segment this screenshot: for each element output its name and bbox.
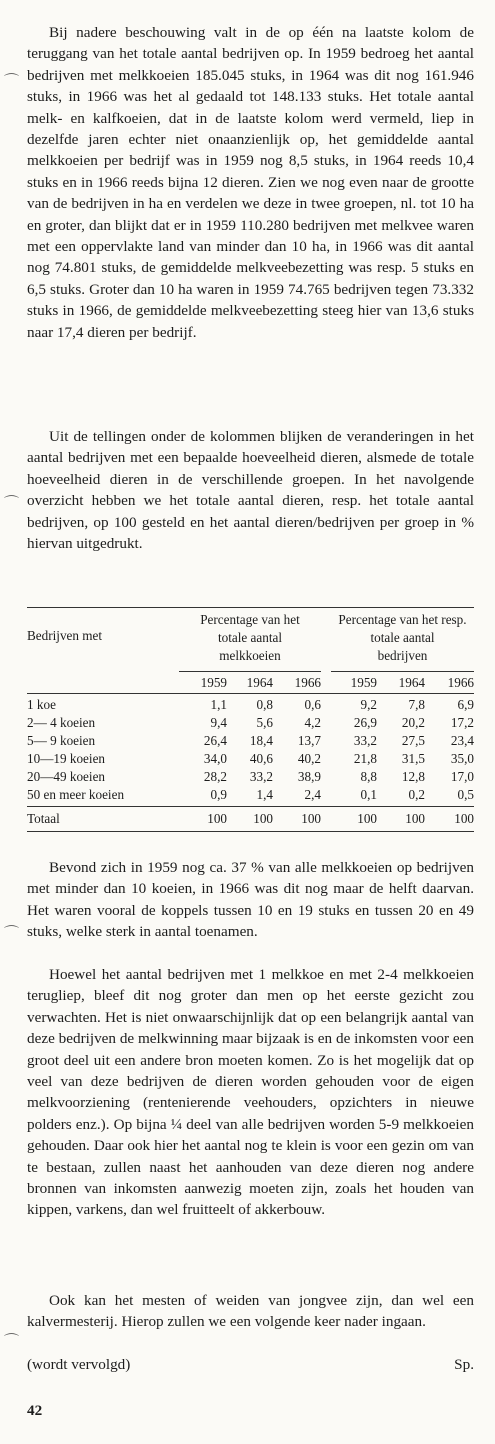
table-cell: 6,9: [457, 697, 474, 712]
group-header-farms: Percentage van het resp. totale aantal bedrijven: [338, 612, 467, 663]
table-cell: 28,2: [203, 769, 227, 784]
row-label: 5— 9 koeien: [27, 733, 96, 748]
table-cell: 9,4: [210, 715, 227, 730]
table-cell: 17,2: [450, 715, 474, 730]
table-top-rule: [27, 607, 474, 608]
table-cell: 31,5: [401, 751, 425, 766]
table-cell: 4,2: [304, 715, 321, 730]
margin-mark: ⌒: [4, 1334, 20, 1350]
row-label: 20—49 koeien: [27, 769, 106, 784]
table-cell: 26,9: [353, 715, 377, 730]
margin-mark: ⌒: [4, 926, 20, 942]
year-header: 1959: [200, 675, 227, 690]
table-cell: 7,8: [408, 697, 425, 712]
table-cell: 8,8: [360, 769, 377, 784]
footer: [27, 1356, 474, 1374]
margin-mark: ⌒: [4, 74, 20, 90]
year-header: 1959: [350, 675, 377, 690]
total-cell: 100: [357, 811, 377, 826]
paragraph-4: Hoewel het aantal bedrijven met 1 melkkoe en met 2-4 melkkoeien terugliep, bleef dit nog groter dan men op het eerste gezicht zou verwachten. Het is niet onwaarschijnlijk dat op een belangrijk aantal van deze bedrijven de melkwinning maar bijzaak is en de inkomsten voor een groot deel uit een andere bron moeten komen. Zo is het mogelijk dat op veel van deze bedrijven de dieren worden gehouden voor de eigen melkvoorziening (rentenierende veehouders, opzichters in nieuwe polders enz.). Op bijna ¼ deel van alle bedrijven worden 5-9 melkkoeien gehouden. Daar ook hier het aantal nog te klein is voor een gezin om van te bestaan, zullen naast het aanhouden van deze dieren nog andere bronnen van inkomsten aanwezig moeten zijn, zoals het houden van kippen, varkens, dan wel fruitteelt of akkerbouw.: [27, 966, 474, 1219]
total-cell: 100: [454, 811, 474, 826]
year-header: 1964: [398, 675, 425, 690]
total-cell: 100: [301, 811, 321, 826]
year-header: 1966: [447, 675, 474, 690]
table-cell: 35,0: [450, 751, 474, 766]
paragraph-1: Bij nadere beschouwing valt in de op één na laatste kolom de teruggang van het totale aantal bedrijven op. In 1959 bedroeg het aantal bedrijven met melkkoeien 185.045 stuks, in 1964 was dit nog 161.946 stuks, in 1966 was het al gedaald tot 148.133 stuks. Het totale aantal melk- en kalfkoeien, dat in de laatste kolom werd vermeld, liep in dezelfde jaren echter niet onaanzienlijk op, het gemiddelde aantal melkkoeien per bedrijf was in 1959 nog 8,5 stuks, in 1964 reeds 10,4 stuks en in 1966 reeds bijna 12 dieren. Zien we nog even naar de grootte van de bedrijven in ha en verdelen we deze in twee groepen, nl. tot 10 ha en groter, dan blijkt dat er in 1959 110.280 bedrijven met melkvee waren met een oppervlakte land van minder dan 10 ha, in 1966 was dit aantal nog 74.801 stuks, de gemiddelde melkveebezetting was resp. 5 stuks en 6,5 stuks. Groter dan 10 ha waren in 1959 74.765 bedrijven tegen 73.332 stuks in 1966, de gemiddelde melkveebezetting steeg hier van 13,6 stuks naar 17,4 dieren per bedrijf.: [27, 24, 474, 341]
table-cell: 0,1: [360, 787, 377, 802]
group-rule-2: [331, 671, 474, 672]
table-bottom-rule: [27, 831, 474, 832]
row-label: 2— 4 koeien: [27, 715, 96, 730]
table-cell: 17,0: [450, 769, 474, 784]
table-cell: 40,2: [297, 751, 321, 766]
header-bottom-rule: [27, 693, 474, 694]
table-cell: 33,2: [249, 769, 273, 784]
table-cell: 12,8: [401, 769, 425, 784]
paragraph-3: Bevond zich in 1959 nog ca. 37 % van alle melkkoeien op bedrijven met minder dan 10 koeien, in 1966 was dit nog maar de helft daarvan. Het waren vooral de koppels tussen 10 en 19 stuks en tussen 20 en 49 stuks, welke sterk in aantal toenamen.: [27, 859, 474, 941]
table-cell: 23,4: [450, 733, 474, 748]
table-cell: 21,8: [353, 751, 377, 766]
row-label: 1 koe: [27, 697, 56, 712]
table-cell: 1,4: [256, 787, 273, 802]
year-header: 1964: [246, 675, 273, 690]
total-top-rule: [27, 806, 474, 807]
table-cell: 2,4: [304, 787, 321, 802]
group-header-cows: Percentage van het totale aantal melkkoeien: [200, 612, 300, 663]
table-cell: 26,4: [203, 733, 227, 748]
row-label: 10—19 koeien: [27, 751, 106, 766]
table-cell: 20,2: [401, 715, 425, 730]
table-cell: 18,4: [249, 733, 273, 748]
author-initials: Sp.: [454, 1356, 474, 1373]
table-cell: 27,5: [401, 733, 425, 748]
row-label: 50 en meer koeien: [27, 787, 125, 802]
continued-note: (wordt vervolgd): [27, 1356, 131, 1373]
table-cell: 0,8: [256, 697, 273, 712]
table-cell: 9,2: [360, 697, 377, 712]
total-cell: 100: [207, 811, 227, 826]
table-cell: 0,6: [304, 697, 321, 712]
table-cell: 0,9: [210, 787, 227, 802]
total-cell: 100: [253, 811, 273, 826]
table-cell: 38,9: [297, 769, 321, 784]
table-cell: 0,2: [408, 787, 425, 802]
year-header: 1966: [294, 675, 321, 690]
paragraph-5: Ook kan het mesten of weiden van jongvee zijn, dan wel een kalvermesterij. Hierop zullen we een volgende keer nader ingaan.: [27, 1292, 474, 1331]
total-label: Totaal: [27, 811, 60, 826]
table-cell: 34,0: [203, 751, 227, 766]
table-cell: 13,7: [297, 733, 321, 748]
table-cell: 1,1: [210, 697, 227, 712]
total-cell: 100: [405, 811, 425, 826]
table-row-header: Bedrijven met: [27, 628, 103, 643]
group-rule-1: [179, 671, 321, 672]
paragraph-2: Uit de tellingen onder de kolommen blijken de veranderingen in het aantal bedrijven met een bepaalde hoeveelheid dieren, alsmede de totale hoeveelheid dieren in de verschillende groepen. In het navolgende overzicht hebben we het totale aantal dieren, resp. het totale aantal bedrijven, op 100 gesteld en het aantal dieren/bedrijven per groep in % hiervan uitgedrukt.: [27, 428, 474, 553]
table-cell: 0,5: [457, 787, 474, 802]
page-number: 42: [27, 1402, 43, 1419]
table-cell: 33,2: [353, 733, 377, 748]
table-cell: 40,6: [249, 751, 273, 766]
margin-mark: ⌒: [4, 496, 20, 512]
table-cell: 5,6: [256, 715, 273, 730]
